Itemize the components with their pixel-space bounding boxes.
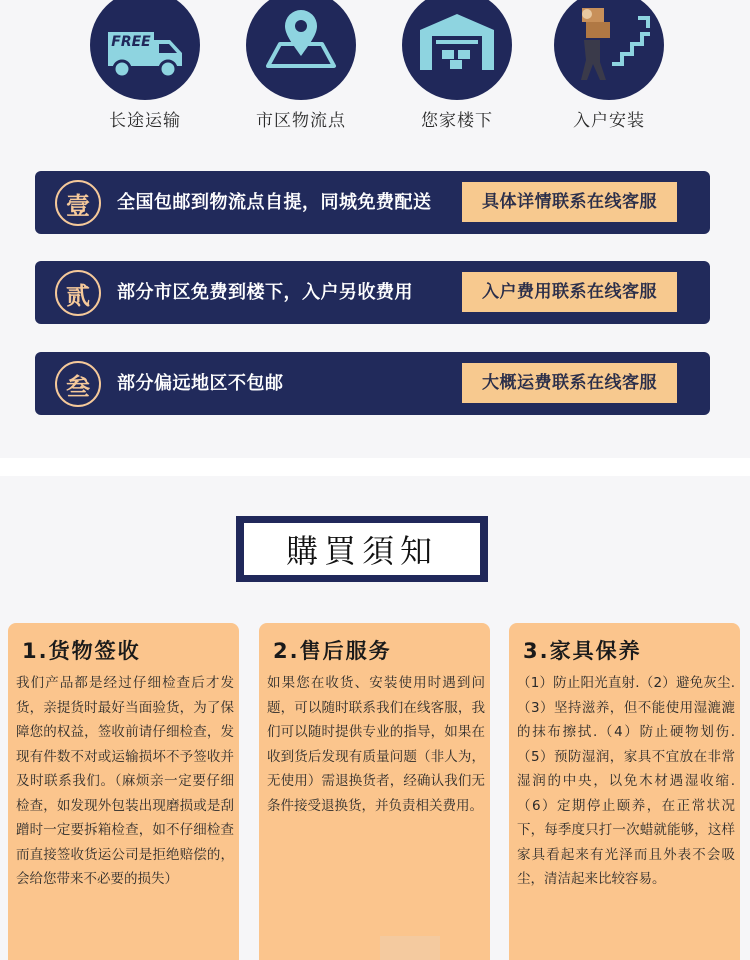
notice-card-receipt	[8, 623, 239, 960]
service-label: 长途运输	[109, 111, 181, 131]
notice-title: 購買須知	[244, 523, 480, 575]
shipping-policy-band-1	[35, 171, 710, 234]
shipping-policy-band-2	[35, 261, 710, 324]
service-downstairs	[382, 0, 532, 131]
contact-service-button[interactable]: 入户费用联系在线客服	[462, 272, 677, 312]
person-carrying-boxes-icon	[554, 0, 664, 100]
shipping-policy-band-3	[35, 352, 710, 415]
free-truck-icon	[90, 0, 200, 100]
notice-card-after-sales	[259, 623, 490, 960]
service-icon-row	[0, 0, 750, 140]
shipping-section	[0, 0, 750, 458]
card-body: 如果您在收货、安装使用时遇到问题，可以随时联系我们在线客服，我们可以随时提供专业的指导，如果在收到货后发现有质量问题（非人为，无使用）需退换货者，经确认我们无条件接受退换货，并负责相关费用。	[267, 675, 485, 814]
band-text: 部分偏远地区不包邮	[117, 373, 284, 394]
band-text: 部分市区免费到楼下，入户另收费用	[117, 282, 413, 303]
contact-service-button[interactable]: 具体详情联系在线客服	[462, 182, 677, 222]
service-label: 入户安装	[573, 111, 645, 131]
service-long-distance	[70, 0, 220, 131]
purchase-notice-section	[0, 476, 750, 960]
map-pin-icon	[246, 0, 356, 100]
watermark-logo	[380, 936, 560, 960]
card-title: 3.家具保养	[523, 639, 642, 663]
service-label: 您家楼下	[421, 111, 493, 131]
band-number-badge: 壹	[55, 180, 101, 226]
band-number-badge: 叁	[55, 361, 101, 407]
notice-title-frame	[236, 516, 488, 582]
card-body: （1）防止阳光直射.（2）避免灰尘.（3）坚持滋养，但不能使用湿漉漉的抹布擦拭.（4）防止硬物划伤.（5）预防湿润，家具不宜放在非常湿润的中央，以免木材遇湿收缩.（6）定期停止颐养，在正常状况下，每季度只打一次蜡就能够，这样家具看起来有光泽而且外表不会吸尘，清洁起来比较容易。	[517, 675, 735, 887]
service-home-install	[534, 0, 684, 131]
service-label: 市区物流点	[256, 111, 346, 131]
contact-service-button[interactable]: 大概运费联系在线客服	[462, 363, 677, 403]
notice-card-care	[509, 623, 740, 960]
section-divider	[0, 458, 750, 476]
band-number-badge: 贰	[55, 270, 101, 316]
band-text: 全国包邮到物流点自提，同城免费配送	[117, 192, 432, 213]
card-title: 1.货物签收	[22, 639, 141, 663]
card-title: 2.售后服务	[273, 639, 392, 663]
watermark-logo-icon	[380, 936, 440, 960]
card-body: 我们产品都是经过仔细检查后才发货，亲提货时最好当面验货，为了保障您的权益，签收前请仔细检查，发现有件数不对或运输损坏不予签收并及时联系我们。（麻烦亲一定要仔细检查，如发现外包装出现磨损或是刮蹭时一定要拆箱检查，如不仔细检查而直接签收货运公司是拒绝赔偿的，会给您带来不必要的损失）	[16, 675, 234, 887]
free-badge-text: FREE	[111, 34, 151, 50]
warehouse-icon	[402, 0, 512, 100]
service-city-point	[226, 0, 376, 131]
